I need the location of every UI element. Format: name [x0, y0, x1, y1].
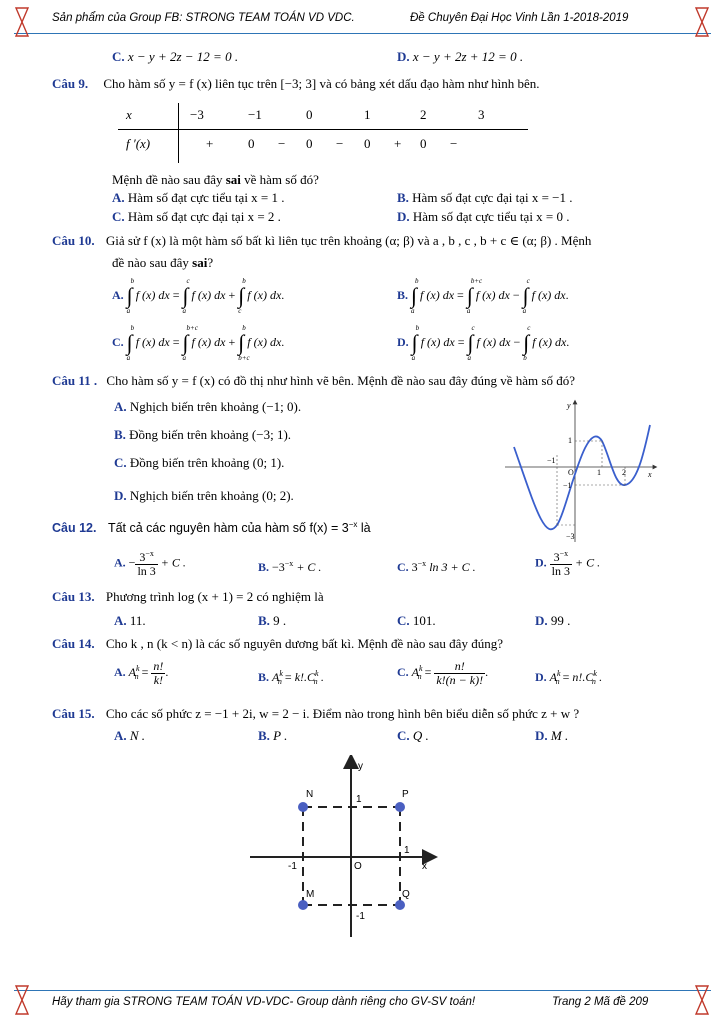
table-sign-0: + [206, 136, 214, 151]
graph-x-label: x [648, 470, 652, 479]
q9-question: Mệnh đề nào sau đây sai về hàm số đó? [112, 172, 319, 187]
table-x-0: −3 [190, 107, 204, 122]
point-p [395, 802, 405, 812]
question-stem: Cho k , n (k < n) là các số nguyên dương bất kì. Mệnh đề nào sau đây đúng? [105, 636, 503, 651]
question-stem: Giả sử f (x) là một hàm số bất kì liên tục trên khoảng (α; β) và a , b , c , b + c ∈ (α; β) . Mệnh [105, 233, 592, 248]
hourglass-icon-left-bottom [14, 984, 30, 1016]
question-number: Câu 14. [52, 636, 95, 651]
table-x-5: 3 [478, 107, 485, 122]
table-sign-3: 0 [306, 136, 313, 151]
q12-answer-d[interactable]: D. $\frac{3^{-x}}{\ln 3}$ + C . [535, 549, 601, 578]
question-number: Câu 13. [52, 589, 95, 604]
question-12: Câu 12. Tất cả các nguyên hàm của hàm số $f(x) = 3^{-x}$ là [52, 520, 371, 536]
tick-m1x: -1 [288, 861, 297, 872]
q10-answer-b[interactable]: B. ∫ b a f (x) dx = ∫ b+c a f (x) dx − ∫ c a f (x) dx. [397, 277, 569, 315]
q11-function-graph [500, 397, 660, 545]
q15-answer-a[interactable]: A. N . [114, 728, 146, 743]
question-number: Câu 9. [52, 76, 89, 91]
prev-answer-d: D. x − y + 2z + 12 = 0 . [397, 49, 524, 64]
tick-m1y: -1 [356, 911, 365, 922]
footer-right: Trang 2 Mã đề 209 [552, 996, 649, 1008]
hourglass-icon-right-top [694, 6, 710, 38]
q12-answer-b[interactable]: B. $-3^{-x} + C$ . [258, 559, 322, 574]
graph-tick-m3: −3 [566, 532, 575, 541]
header-rule [14, 33, 711, 34]
question-stem: Cho hàm số y = f (x) có đồ thị như hình vẽ bên. Mệnh đề nào sau đây đúng về hàm số đó? [106, 373, 575, 388]
header-right: Đề Chuyên Đại Học Vinh Lần 1-2018-2019 [410, 12, 629, 24]
table-sign-8: − [450, 136, 458, 151]
question-stem: Cho hàm số y = f (x) liên tục trên [−3; 3] và có bảng xét dấu đạo hàm như hình bên. [103, 76, 540, 91]
q11-answer-d[interactable]: D. Nghịch biến trên khoảng (0; 2). [114, 488, 294, 503]
q14-answer-a[interactable]: A. $A^k_n$ = $\frac{n!}{k!}$ . [114, 659, 169, 687]
table-x-2: 0 [306, 107, 313, 122]
footer-left: Hãy tham gia STRONG TEAM TOÁN VD-VDC- Group dành riêng cho GV-SV toán! [52, 996, 476, 1008]
graph-y-label: y [567, 401, 571, 410]
graph-tick-1: 1 [597, 468, 601, 477]
label-q: Q [402, 889, 410, 900]
table-sign-2: − [278, 136, 286, 151]
footer-rule [14, 990, 711, 991]
question-13 [52, 589, 324, 605]
q10-answer-a[interactable]: A. ∫ b a f (x) dx = ∫ c a f (x) dx + ∫ b c f (x) dx. [112, 277, 285, 315]
tick-one-x: 1 [404, 845, 410, 856]
question-stem: Cho các số phức z = −1 + 2i, w = 2 − i. Điểm nào trong hình bên biểu diễn số phức z + w ? [105, 706, 580, 721]
q14-answer-b[interactable]: B. $A^k_n = k!.C^k_n$ . [258, 669, 324, 687]
table-sign-1: 0 [248, 136, 255, 151]
question-11 [52, 373, 575, 389]
q12-answer-a[interactable]: A. − $\frac{3^{-x}}{\ln 3}$ + C . [114, 549, 186, 578]
table-x-4: 2 [420, 107, 427, 122]
q15-answer-b[interactable]: B. P . [258, 728, 288, 743]
label-m: M [306, 889, 315, 900]
graph-origin: O [568, 468, 574, 477]
q10-answer-c[interactable]: C. ∫ b a f (x) dx = ∫ b+c a f (x) dx + ∫ b b+c f (x) dx. [112, 324, 285, 362]
table-fx-label: f ′(x) [126, 136, 151, 151]
table-x-3: 1 [364, 107, 371, 122]
q11-answer-c[interactable]: C. Đồng biến trên khoảng (0; 1). [114, 455, 285, 470]
label-n: N [306, 789, 314, 800]
q13-answer-d[interactable]: D. 99 . [535, 613, 571, 628]
point-m [298, 900, 308, 910]
point-n [298, 802, 308, 812]
q13-answer-a[interactable]: A. 11. [114, 613, 146, 628]
point-q [395, 900, 405, 910]
sign-table [118, 103, 528, 163]
q13-answer-c[interactable]: C. 101. [397, 613, 436, 628]
plane-origin: O [354, 861, 362, 872]
question-number: Câu 10. [52, 233, 95, 248]
table-sign-7: 0 [420, 136, 427, 151]
q9-answer-d[interactable]: D. Hàm số đạt cực tiểu tại x = 0 . [397, 209, 570, 224]
graph-tick-2: 2 [622, 468, 626, 477]
q10-stem-line2: đề nào sau đây sai? [112, 255, 214, 270]
table-x-label: x [126, 107, 132, 122]
hourglass-icon-left-top [14, 6, 30, 38]
q11-answer-b[interactable]: B. Đồng biến trên khoảng (−3; 1). [114, 427, 292, 442]
header-left: Sản phẩm của Group FB: STRONG TEAM TOÁN VD VDC. [52, 12, 355, 24]
tick-one-y: 1 [356, 794, 362, 805]
question-9 [52, 76, 540, 92]
plane-x-label: x [422, 861, 427, 872]
q15-answer-d[interactable]: D. M . [535, 728, 569, 743]
question-15 [52, 706, 579, 722]
q14-answer-c[interactable]: C. $A^k_n$ = $\frac{n!}{k!(n - k)!}$ . [397, 659, 489, 687]
q13-answer-b[interactable]: B. 9 . [258, 613, 287, 628]
q10-answer-d[interactable]: D. ∫ b a f (x) dx = ∫ c a f (x) dx − ∫ c b f (x) dx. [397, 324, 570, 362]
table-sign-4: − [336, 136, 344, 151]
q9-answer-b[interactable]: B. Hàm số đạt cực đại tại x = −1 . [397, 190, 573, 205]
graph-tick-m1x: −1 [547, 456, 556, 465]
question-number: Câu 12. [52, 521, 97, 536]
question-stem: Tất cả các nguyên hàm của hàm số f(x) = 3 [107, 521, 349, 536]
graph-tick-m1y: −1 [563, 481, 572, 490]
q9-answer-a[interactable]: A. Hàm số đạt cực tiểu tại x = 1 . [112, 190, 285, 205]
q9-answer-c[interactable]: C. Hàm số đạt cực đại tại x = 2 . [112, 209, 281, 224]
q15-complex-plane [248, 755, 438, 940]
question-stem: Phương trình log (x + 1) = 2 có nghiệm là [105, 589, 324, 604]
question-14 [52, 636, 503, 652]
question-10 [52, 233, 591, 249]
table-sign-6: + [394, 136, 402, 151]
hourglass-icon-right-bottom [694, 984, 710, 1016]
label-p: P [402, 789, 409, 800]
prev-answer-c: C. x − y + 2z − 12 = 0 . [112, 49, 239, 64]
q12-answer-c[interactable]: C. $3^{-x}$ ln 3 + C . [397, 559, 476, 574]
table-x-1: −1 [248, 107, 262, 122]
plane-y-label: y [358, 761, 363, 772]
table-sign-5: 0 [364, 136, 371, 151]
graph-tick-1y: 1 [568, 436, 572, 445]
q15-answer-c[interactable]: C. Q . [397, 728, 429, 743]
question-number: Câu 11 . [52, 373, 98, 388]
q14-answer-d[interactable]: D. $A^k_n = n!.C^k_n$ . [535, 669, 602, 687]
q11-answer-a[interactable]: A. Nghịch biến trên khoảng (−1; 0). [114, 399, 302, 414]
question-number: Câu 15. [52, 706, 95, 721]
